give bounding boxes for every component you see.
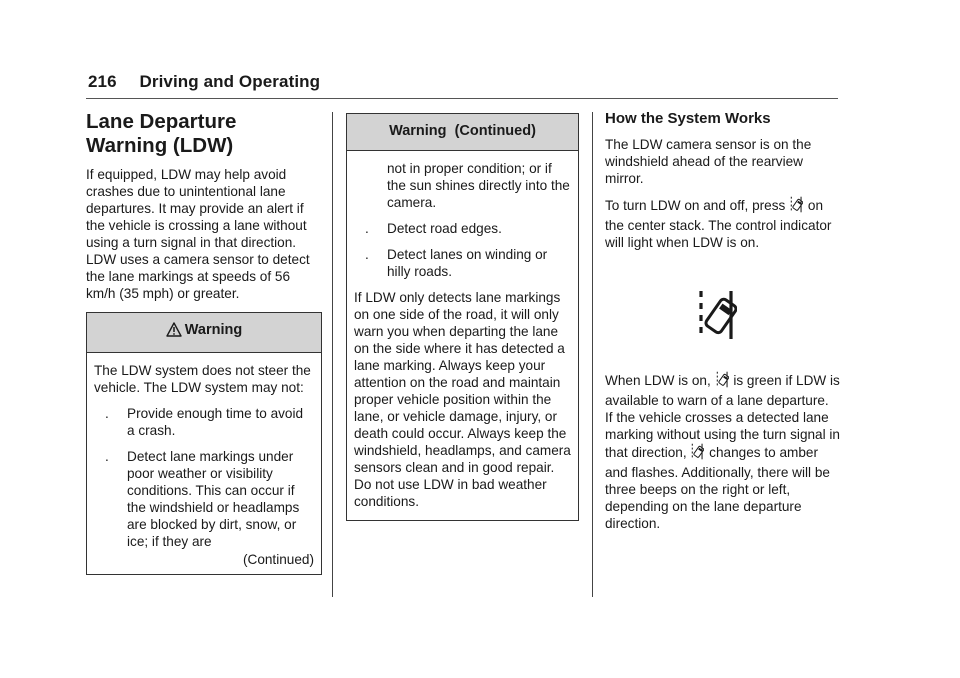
lane-departure-icon [790,196,803,217]
section-heading: Lane Departure Warning (LDW) [86,110,237,157]
warning-triangle-icon [166,322,182,342]
column-divider-2 [592,112,593,597]
warning-body [87,353,321,574]
warning-header [87,313,321,353]
lane-departure-icon [716,371,729,392]
lane-departure-icon [691,443,704,464]
column-divider-1 [332,112,333,597]
paragraph-camera-location: The LDW camera sensor is on the windshield ahead of the rearview mirror. [605,137,812,186]
continued-bullets [354,220,571,280]
header-rule [86,98,838,99]
intro-paragraph: If equipped, LDW may help avoid crashes due to unintentional lane departures. It may provide an alert if the vehicle is crossing a lane without using a turn signal in that direction. LDW uses a camera sensor to detect the lane markings at speeds of 56 km/h (35 mph) or greater. [86,167,310,301]
list-item: . Detect lane markings under poor weather or visibility conditions. This can occur if the windshield or headlamps are blocked by dirt, snow, or ice; if they are [105,449,300,549]
column-3 [605,110,840,541]
warning-continued-body [347,151,578,520]
column-1 [86,110,322,575]
warning-body-paragraph: If LDW only detects lane markings on one side of the road, it will only warn you when departing the lane on the side where it has detected a lane marking. Always keep your attention on the road and maintain proper vehicle position within the lane, or vehicle damage, injury, or death could occur. Always keep the windshield, headlamps, and camera sensors clean and in good repair. Do not use LDW in bad weather conditions. [354,290,571,509]
warning-continued-header: Warning (Continued) [347,114,578,151]
warning-box [86,312,322,575]
paragraph-turn-on: To turn LDW on and off, press on the center stack. The control indicator will light when LDW is on. [605,198,832,250]
warning-heading: Warning [184,322,243,338]
page-number: 216 [88,72,117,91]
section-title: Driving and Operating [139,72,321,91]
lane-departure-icon [697,289,840,345]
warning-bullets [94,405,314,550]
warning-continued-box [346,113,579,521]
list-item: . Provide enough time to avoid a crash. [105,406,304,438]
column-2 [346,110,579,521]
subsection-heading: How the System Works [605,110,771,127]
warning-intro: The LDW system does not steer the vehicle. The LDW system may not: [94,363,311,395]
list-item: . Detect lanes on winding or hilly roads. [365,247,548,279]
paragraph-indicator: When LDW is on, is green if LDW is available to warn of a lane departure. If the vehicle crosses a detected lane marking without using the turn signal in that direction, changes to amber and flashes. Additionally, there will be three beeps on the right or left, depending on the lane departure direction. [605,373,840,531]
continued-label: (Continued) [242,552,314,567]
list-item: . Detect road edges. [365,221,502,236]
page-header [88,72,320,92]
continuation-text: not in proper condition; or if the sun shines directly into the camera. [387,161,570,210]
